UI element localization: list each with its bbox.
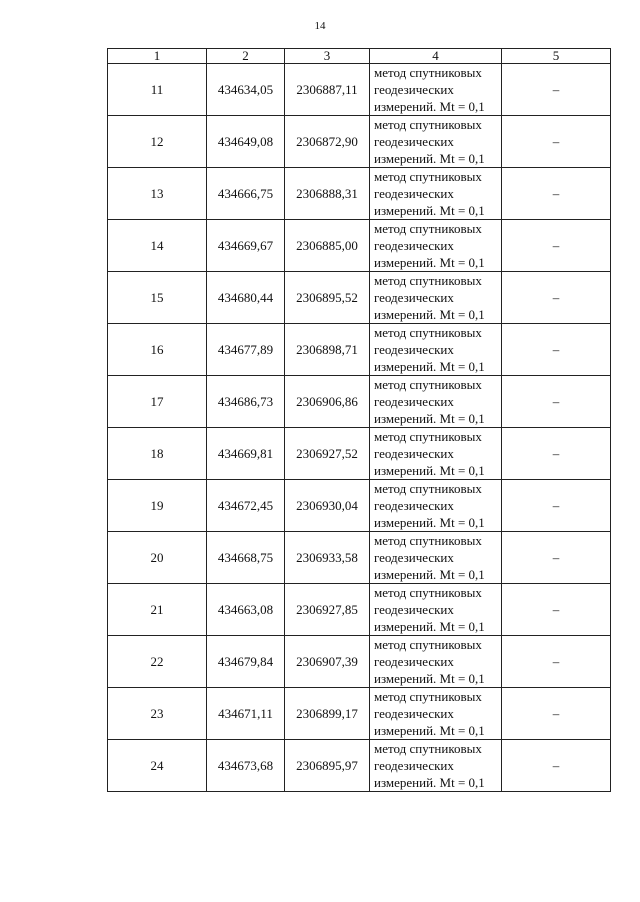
point-number-cell: 12 (108, 116, 207, 168)
x-coordinate-cell: 434672,45 (207, 480, 285, 532)
column-5-cell: – (502, 168, 611, 220)
column-5-cell: – (502, 688, 611, 740)
method-text-line: измерений. Mt = 0,1 (374, 151, 485, 166)
y-coordinate-cell: 2306933,58 (285, 532, 370, 584)
method-text-line: геодезических (374, 186, 454, 201)
column-5-cell: – (502, 324, 611, 376)
table-row (108, 168, 611, 220)
method-text-line: метод спутниковых (374, 221, 482, 236)
method-text-line: измерений. Mt = 0,1 (374, 203, 485, 218)
x-coordinate-cell: 434680,44 (207, 272, 285, 324)
y-coordinate-cell: 2306895,97 (285, 740, 370, 792)
point-number-cell: 18 (108, 428, 207, 480)
table-row (108, 740, 611, 792)
point-number-cell: 24 (108, 740, 207, 792)
x-coordinate-cell: 434677,89 (207, 324, 285, 376)
table-row (108, 272, 611, 324)
method-cell (370, 688, 502, 740)
point-number-cell: 16 (108, 324, 207, 376)
y-coordinate-cell: 2306927,52 (285, 428, 370, 480)
method-text-line: измерений. Mt = 0,1 (374, 775, 485, 790)
point-number-cell: 20 (108, 532, 207, 584)
method-text-line: измерений. Mt = 0,1 (374, 307, 485, 322)
table-body (108, 49, 611, 792)
method-cell (370, 480, 502, 532)
method-text-line: измерений. Mt = 0,1 (374, 619, 485, 634)
y-coordinate-cell: 2306930,04 (285, 480, 370, 532)
method-cell (370, 168, 502, 220)
header-cell-3: 3 (285, 49, 370, 64)
y-coordinate-cell: 2306887,11 (285, 64, 370, 116)
x-coordinate-cell: 434673,68 (207, 740, 285, 792)
header-cell-5: 5 (502, 49, 611, 64)
method-text-line: метод спутниковых (374, 741, 482, 756)
table-row (108, 584, 611, 636)
method-text-line: измерений. Mt = 0,1 (374, 515, 485, 530)
method-text-line: измерений. Mt = 0,1 (374, 463, 485, 478)
method-text-line: измерений. Mt = 0,1 (374, 411, 485, 426)
method-cell (370, 740, 502, 792)
method-text-line: геодезических (374, 758, 454, 773)
method-cell (370, 532, 502, 584)
column-5-cell: – (502, 480, 611, 532)
x-coordinate-cell: 434649,08 (207, 116, 285, 168)
table-row (108, 480, 611, 532)
header-cell-4: 4 (370, 49, 502, 64)
table-row (108, 532, 611, 584)
x-coordinate-cell: 434669,81 (207, 428, 285, 480)
method-text-line: измерений. Mt = 0,1 (374, 255, 485, 270)
method-text-line: измерений. Mt = 0,1 (374, 359, 485, 374)
x-coordinate-cell: 434634,05 (207, 64, 285, 116)
method-text-line: геодезических (374, 550, 454, 565)
column-5-cell: – (502, 636, 611, 688)
method-text-line: измерений. Mt = 0,1 (374, 567, 485, 582)
point-number-cell: 23 (108, 688, 207, 740)
point-number-cell: 15 (108, 272, 207, 324)
y-coordinate-cell: 2306906,86 (285, 376, 370, 428)
method-text-line: геодезических (374, 654, 454, 669)
method-text-line: метод спутниковых (374, 637, 482, 652)
y-coordinate-cell: 2306899,17 (285, 688, 370, 740)
method-text-line: геодезических (374, 290, 454, 305)
method-text-line: метод спутниковых (374, 585, 482, 600)
page-number: 14 (314, 20, 326, 32)
method-text-line: метод спутниковых (374, 377, 482, 392)
method-text-line: метод спутниковых (374, 273, 482, 288)
column-5-cell: – (502, 532, 611, 584)
method-text-line: измерений. Mt = 0,1 (374, 671, 485, 686)
table-row (108, 116, 611, 168)
x-coordinate-cell: 434679,84 (207, 636, 285, 688)
method-text-line: геодезических (374, 82, 454, 97)
method-text-line: геодезических (374, 446, 454, 461)
point-number-cell: 19 (108, 480, 207, 532)
y-coordinate-cell: 2306872,90 (285, 116, 370, 168)
method-text-line: измерений. Mt = 0,1 (374, 99, 485, 114)
method-cell (370, 64, 502, 116)
column-5-cell: – (502, 64, 611, 116)
point-number-cell: 14 (108, 220, 207, 272)
table-row (108, 636, 611, 688)
method-cell (370, 220, 502, 272)
method-text-line: метод спутниковых (374, 65, 482, 80)
column-5-cell: – (502, 584, 611, 636)
table-header-row (108, 49, 611, 64)
column-5-cell: – (502, 376, 611, 428)
header-cell-2: 2 (207, 49, 285, 64)
method-text-line: метод спутниковых (374, 481, 482, 496)
method-text-line: геодезических (374, 498, 454, 513)
table-row (108, 376, 611, 428)
method-text-line: метод спутниковых (374, 325, 482, 340)
x-coordinate-cell: 434671,11 (207, 688, 285, 740)
header-cell-1: 1 (108, 49, 207, 64)
coordinates-table (107, 48, 611, 792)
x-coordinate-cell: 434669,67 (207, 220, 285, 272)
table-row (108, 688, 611, 740)
point-number-cell: 22 (108, 636, 207, 688)
method-text-line: геодезических (374, 394, 454, 409)
method-cell (370, 272, 502, 324)
y-coordinate-cell: 2306895,52 (285, 272, 370, 324)
x-coordinate-cell: 434668,75 (207, 532, 285, 584)
table-row (108, 64, 611, 116)
method-text-line: метод спутниковых (374, 533, 482, 548)
method-text-line: геодезических (374, 134, 454, 149)
method-cell (370, 376, 502, 428)
method-text-line: метод спутниковых (374, 169, 482, 184)
point-number-cell: 17 (108, 376, 207, 428)
y-coordinate-cell: 2306888,31 (285, 168, 370, 220)
method-text-line: геодезических (374, 238, 454, 253)
method-cell (370, 116, 502, 168)
method-cell (370, 324, 502, 376)
point-number-cell: 13 (108, 168, 207, 220)
x-coordinate-cell: 434663,08 (207, 584, 285, 636)
column-5-cell: – (502, 116, 611, 168)
method-text-line: измерений. Mt = 0,1 (374, 723, 485, 738)
method-text-line: геодезических (374, 342, 454, 357)
table-row (108, 428, 611, 480)
y-coordinate-cell: 2306885,00 (285, 220, 370, 272)
column-5-cell: – (502, 428, 611, 480)
x-coordinate-cell: 434666,75 (207, 168, 285, 220)
point-number-cell: 21 (108, 584, 207, 636)
y-coordinate-cell: 2306927,85 (285, 584, 370, 636)
table-row (108, 324, 611, 376)
method-cell (370, 636, 502, 688)
method-cell (370, 428, 502, 480)
point-number-cell: 11 (108, 64, 207, 116)
column-5-cell: – (502, 740, 611, 792)
method-text-line: метод спутниковых (374, 689, 482, 704)
y-coordinate-cell: 2306898,71 (285, 324, 370, 376)
method-text-line: метод спутниковых (374, 117, 482, 132)
y-coordinate-cell: 2306907,39 (285, 636, 370, 688)
column-5-cell: – (502, 272, 611, 324)
method-cell (370, 584, 502, 636)
method-text-line: геодезических (374, 602, 454, 617)
method-text-line: геодезических (374, 706, 454, 721)
column-5-cell: – (502, 220, 611, 272)
method-text-line: метод спутниковых (374, 429, 482, 444)
x-coordinate-cell: 434686,73 (207, 376, 285, 428)
table-row (108, 220, 611, 272)
